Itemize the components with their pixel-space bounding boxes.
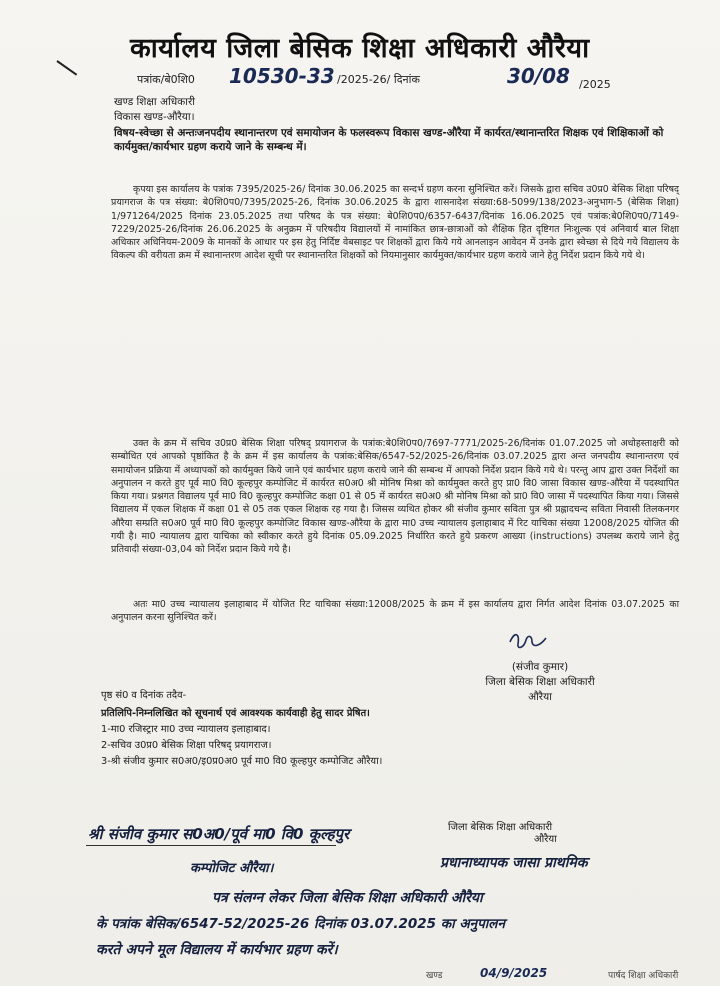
bottom-stamp — [426, 966, 720, 986]
office-title: कार्यालय जिला बेसिक शिक्षा अधिकारी औरैया — [130, 33, 590, 64]
handwritten-note-line5: के पत्रांक बेसिक/6547-52/2025-26 दिनांक 03.07.2025 का अनुपालन — [96, 916, 505, 932]
reference-year: /2025 — [579, 78, 611, 91]
signatory-designation: जिला बेसिक शिक्षा अधिकारी — [485, 676, 595, 688]
margin-mark — [56, 60, 77, 75]
addressee-line2: विकास खण्ड-औरैया। — [114, 111, 195, 123]
reference-line — [137, 66, 697, 94]
reference-number: 10530-33 — [229, 64, 335, 88]
handwritten-note-line6: करते अपने मूल विद्यालय में कार्यभार ग्रहण करें। — [96, 942, 338, 958]
signatory-name: (संजीव कुमार) — [511, 661, 569, 673]
bottom-stamp-date: 04/9/2025 — [480, 966, 548, 980]
signatory-place: औरैया — [528, 691, 552, 703]
body-paragraph-2: उक्त के क्रम में सचिव उ0प्र0 बेसिक शिक्षा परिषद् प्रयागराज के पत्रांक:बे0शि0प0/7697-7771/2025-26/दिनांक 01.07.2025 जो अधोहस्ताक्षरी को सम्बोधित एवं आपको पृष्ठांकित है के क्रम में इस कार्यालय के पत्रांक:बेसिक/6547-52/2025-26/दिनांक 03.07.2025 द्वारा अन्त जनपदीय स्थानान्तरण एवं समायोजन प्रक्रिया में अध्यापकों को कार्यमुक्त किये जाने एवं कार्यभार ग्रहण कराये जाने की सम्बन्ध में आपको निर्देश प्रदान किये गये थे। परन्तु आप द्वारा उक्त निर्देशों का अनुपालन न करते हुए पूर्व मा0 वि0 कूल्हपुर कम्पोजिट में कार्यरत स0अ0 श्री मोनिष मिश्रा को कार्यमुक्त करते हुए प्रा0 वि0 जासा विकास खण्ड-औरैया में पदस्थापित किया गया। प्रश्नगत विद्यालय पूर्व मा0 वि0 कूल्हपुर कम्पोजिट कक्षा 01 से 05 में कार्यरत स0अ0 श्री मोनिष मिश्रा को प्रा0 वि0 जासा में पदस्थापित किया गया। जिससे विद्यालय में एकल शिक्षक में कक्षा 01 से 05 तक एकल शिक्षक रह गया है। जिसस व्यथित होकर श्री संजीव कुमार सविता पुत्र श्री प्रह्लादचन्द सविता निवासी तिलकनगर औरैया सम्प्रति स0अ0 पूर्व मा0 वि0 कूल्हपुर कम्पोजिट विकास खण्ड-औरैया के द्वारा मा0 उच्च न्यायालय इलाहाबाद में रिट याचिका संख्या 12008/2025 योजित की गयी है। मा0 न्यायालय द्वारा याचिका को स्वीकार करते हुये दिनांक 05.09.2025 निर्धारित करते हुये प्रकरण आख्या (instructions) उपलब्ध कराये जाने हेतु प्रतिवादी संख्या-03,04 को निर्देश प्रदान किये गये है। — [111, 438, 679, 556]
copy-endorsement: पृष्ठ सं0 व दिनांक तदैव- — [101, 690, 187, 701]
bottom-stamp-right: पार्षद शिक्षा अधिकारी — [608, 971, 679, 981]
handwritten-note-line1: श्री संजीव कुमार स0अ0/पूर्व मा0 वि0 कूल्हपुर — [88, 825, 350, 843]
stamp-line2: औरैया — [534, 834, 557, 845]
addressee-line1: खण्ड शिक्षा अधिकारी — [114, 96, 195, 108]
handwritten-note-line2: कम्पोजिट औरैया। — [190, 861, 274, 876]
copy-item: 1-मा0 रजिस्ट्रार मा0 उच्च न्यायालय इलाहाबाद। — [101, 724, 271, 735]
copy-heading: प्रतिलिपि-निम्नलिखित को सूचनार्थ एवं आवश्यक कार्यवाही हेतु सादर प्रेषित। — [101, 708, 370, 719]
handwritten-note-line4: पत्र संलग्न लेकर जिला बेसिक शिक्षा अधिकारी औरैया — [212, 890, 483, 906]
copy-item: 2-सचिव उ0प्र0 बेसिक शिक्षा परिषद् प्रयागराज। — [101, 740, 272, 751]
reference-session: /2025-26/ दिनांक — [337, 73, 420, 86]
body-paragraph-1: कृपया इस कार्यालय के पत्रांक 7395/2025-26/ दिनांक 30.06.2025 का सन्दर्भ ग्रहण करना सुनिश्चित करें। जिसके द्वारा सचिव उ0प्र0 बेसिक शिक्षा परिषद् प्रयागराज के पत्र संख्या: बे0शि0प0/7395/2025-26, दिनांक 30.06.2025 के द्वारा शासनादेश संख्या:68-5099/138/2023-अनुभाग-5 (बेसिक शिक्षा) 1/971264/2025 दिनांक 23.05.2025 तथा परिषद के पत्र संख्या: बे0शि0प0/6357-6437/दिनांक 16.06.2025 एवं पत्रांक:बे0शि0प0/7149-7229/2025-26/दिनांक 26.06.2025 के अनुक्रम में परिषदीय विद्यालयों में नामांकित छात्र-छात्राओं को शैक्षिक हित दृष्टिगत निःशुल्क एवं अनिवार्य बाल शिक्षा अधिकार अधिनियम-2009 के मानकों के आधार पर इस हेतु निर्दिष्ट वेबसाइट पर शिक्षकों द्वारा किये गये आनलाइन आवेदन में उनके द्वारा स्वेच्छा से दिये गये विद्यालय के विकल्प की वरीयता क्रम में स्थानान्तरण आदेश सूची पर स्थानान्तरित शिक्षकों को नियमानुसार कार्यमुक्त/कार्यभार ग्रहण कराये जाने हेतु निर्देश प्रदान किये गये थे। — [111, 184, 679, 262]
copy-item: 3-श्री संजीव कुमार स0अ0/इ0प्र0अ0 पूर्व मा0 वि0 कूल्हपुर कम्पोजिट औरैया। — [101, 756, 383, 767]
stamp-block — [448, 822, 608, 846]
stamp-line1: जिला बेसिक शिक्षा अधिकारी — [448, 822, 553, 833]
bottom-stamp-left: खण्ड — [426, 971, 443, 981]
copy-block — [101, 688, 661, 770]
addressee-block — [114, 95, 195, 125]
reference-prefix: पत्रांक/बे0शि0 — [137, 73, 195, 86]
reference-date: 30/08 — [507, 64, 570, 88]
subject-line: विषय-स्वेच्छा से अन्तःजनपदीय स्थानान्तरण एवं समायोजन के फलस्वरूप विकास खण्ड-औरैया में कार्यरत/स्थानान्तरित शिक्षक एवं शिक्षिकाओं को कार्यमुक्त/कार्यभार ग्रहण कराये जाने के सम्बन्ध में। — [114, 127, 664, 153]
signature-mark — [506, 628, 550, 652]
handwritten-note-line3: प्रधानाध्यापक जासा प्राथमिक — [440, 855, 588, 871]
body-paragraph-3: अतः मा0 उच्च न्यायालय इलाहाबाद में योजित रिट याचिका संख्या:12008/2025 के क्रम में इस कार्यालय द्वारा निर्गत आदेश दिनांक 03.07.2025 का अनुपालन करना सुनिश्चित करें। — [111, 599, 679, 624]
underline — [86, 845, 336, 846]
